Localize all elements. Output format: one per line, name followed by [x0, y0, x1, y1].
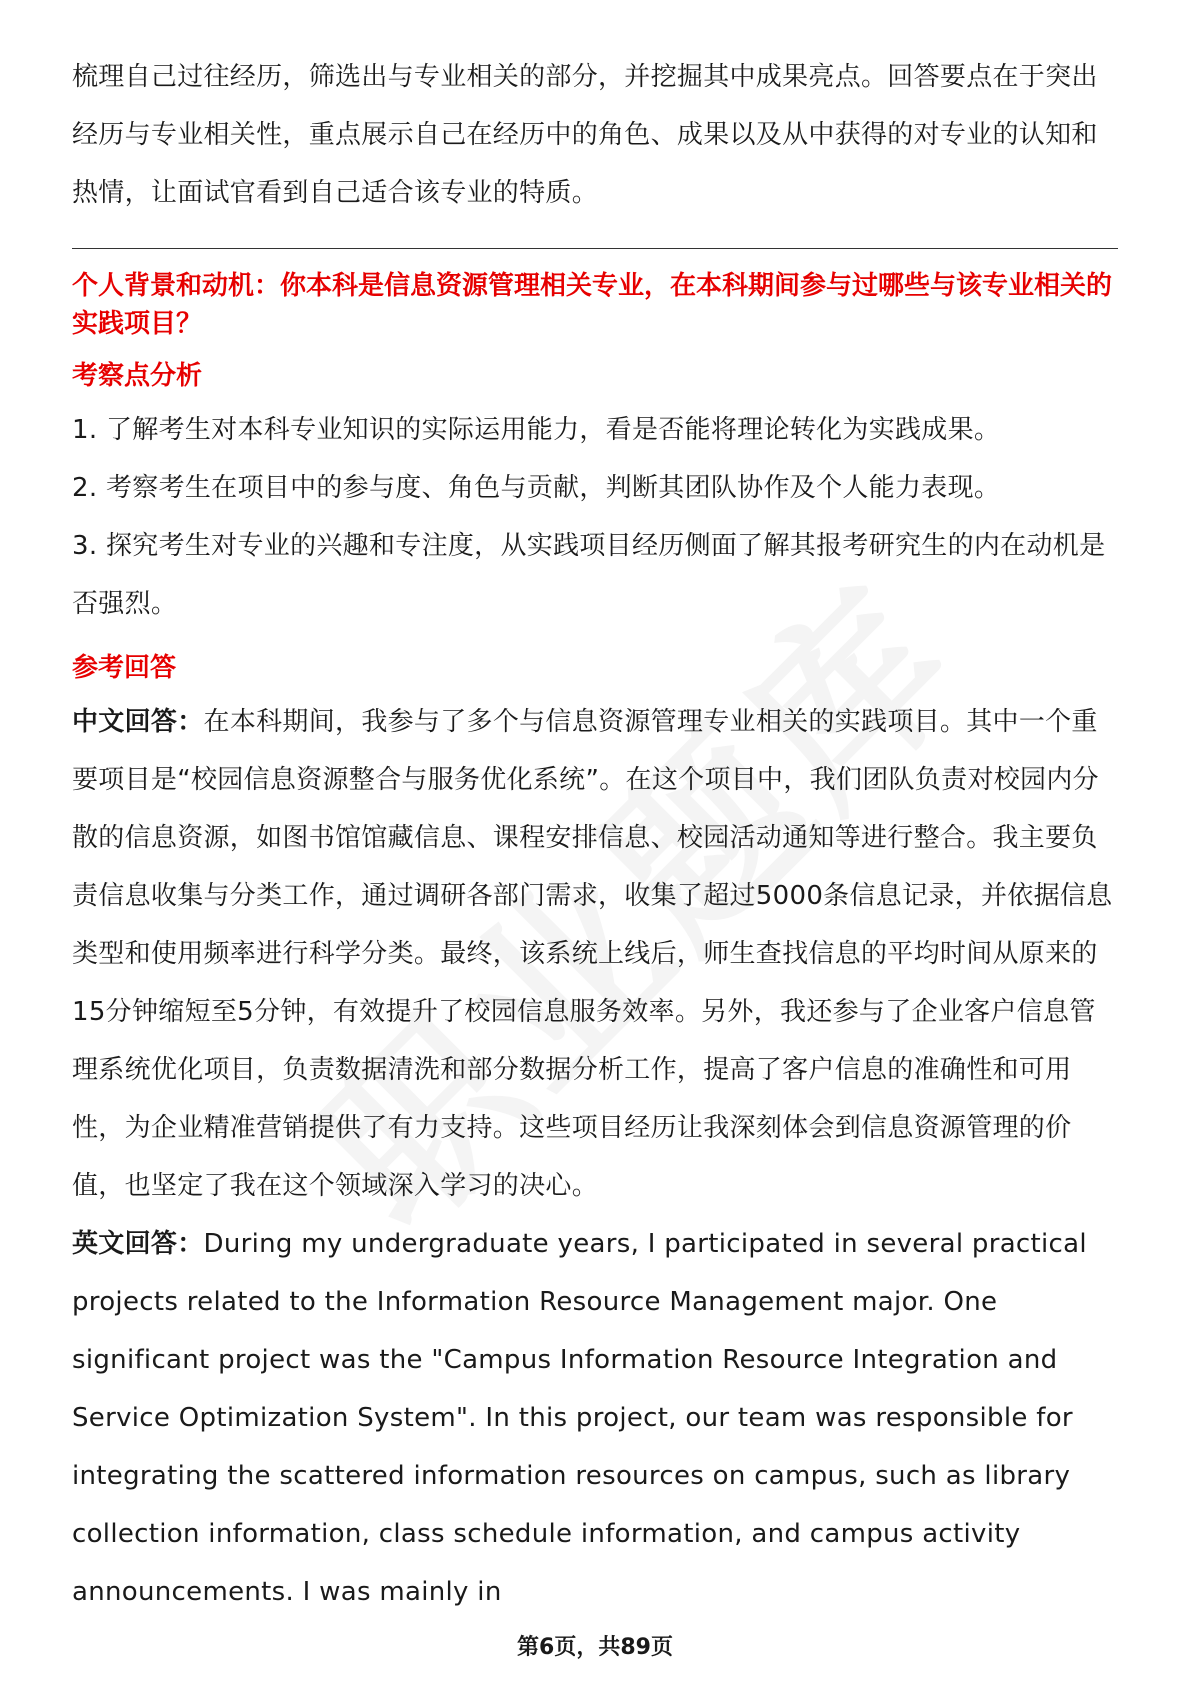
page-footer: 第6页，共89页	[517, 1635, 673, 1660]
document-page	[72, 48, 1118, 1621]
analysis-item: 1. 了解考生对本科专业知识的实际运用能力，看是否能将理论转化为实践成果。	[72, 415, 1001, 445]
reference-heading: 参考回答	[72, 653, 177, 683]
english-answer-text: During my undergraduate years, I participated in several practical projects related to the Information Resource Management major. One significant project was the "Campus Information Resource Integration and Service Optimization System". In this project, our team was responsible for integrating the scattered information resources on campus, such as library collection information, class schedule information, and campus activity announcements. I was mainly in	[72, 1229, 1087, 1607]
analysis-item: 3. 探究考生对专业的兴趣和专注度，从实践项目经历侧面了解其报考研究生的内在动机是否强烈。	[72, 531, 1106, 619]
chinese-answer	[72, 693, 1118, 1215]
chinese-answer-text: 在本科期间，我参与了多个与信息资源管理专业相关的实践项目。其中一个重要项目是“校园信息资源整合与服务优化系统”。在这个项目中，我们团队负责对校园内分散的信息资源，如图书馆馆藏信息、课程安排信息、校园活动通知等进行整合。我主要负责信息收集与分类工作，通过调研各部门需求，收集了超过5000条信息记录，并依据信息类型和使用频率进行科学分类。最终，该系统上线后，师生查找信息的平均时间从原来的15分钟缩短至5分钟，有效提升了校园信息服务效率。另外，我还参与了企业客户信息管理系统优化项目，负责数据清洗和部分数据分析工作，提高了客户信息的准确性和可用性，为企业精准营销提供了有力支持。这些项目经历让我深刻体会到信息资源管理的价值，也坚定了我在这个领域深入学习的决心。	[72, 707, 1113, 1201]
analysis-heading: 考察点分析	[72, 361, 203, 391]
intro-paragraph: 梳理自己过往经历，筛选出与专业相关的部分，并挖掘其中成果亮点。回答要点在于突出经历与专业相关性，重点展示自己在经历中的角色、成果以及从中获得的对专业的认知和热情，让面试官看到自己适合该专业的特质。	[72, 62, 1098, 208]
analysis-item: 2. 考察考生在项目中的参与度、角色与贡献，判断其团队协作及个人能力表现。	[72, 473, 1001, 503]
english-answer-label: 英文回答：	[72, 1229, 204, 1259]
english-answer	[72, 1215, 1118, 1621]
section-divider	[72, 248, 1118, 249]
analysis-list	[72, 401, 1118, 633]
question-heading: 个人背景和动机：你本科是信息资源管理相关专业，在本科期间参与过哪些与该专业相关的实践项目？	[72, 271, 1113, 339]
chinese-answer-label: 中文回答：	[72, 707, 204, 737]
